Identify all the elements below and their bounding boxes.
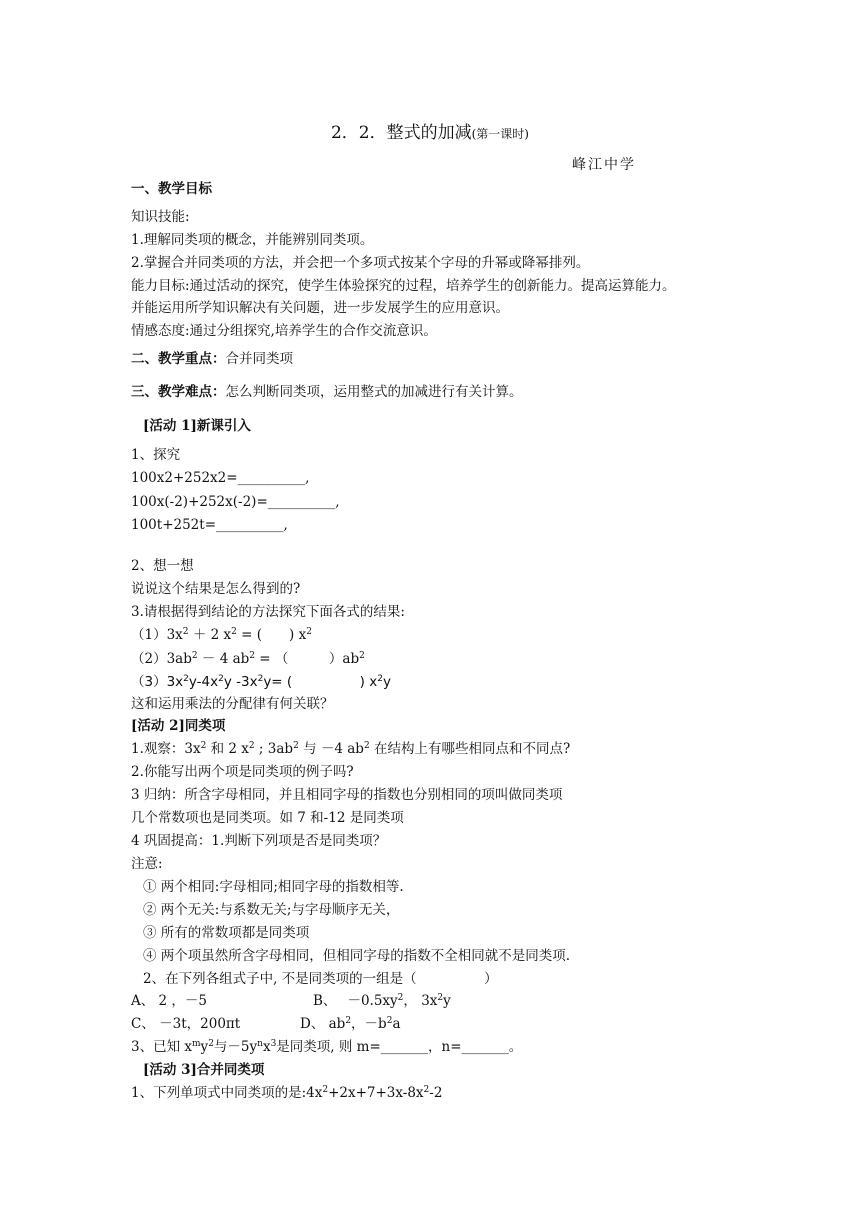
fill-in-question: 3、已知 $x^my^2$与$-5y^nx^3$是同类项, 则 m=_______，n=_______。 [131,1039,523,1055]
choice-option-a: A、 2 ，－5 [131,993,208,1009]
observe-question: 1.观察：$3x^2$ 和 2 $x^2$ ; $3ab^2$ 与 －4 $ab^2$ 在结构上有哪些相同点和不同点? [131,741,571,757]
note-item-2: ② 两个无关:与系数无关;与字母顺序无关， [143,902,400,918]
activity-2-heading: [活动 2]同类项 [131,718,226,734]
summary-definition: 3 归纳：所含字母相同，并且相同字母的指数也分别相同的项叫做同类项 [131,787,563,803]
combine-question: 1、下列单项式中同类项的是$:4x^2+2x+7+3x-8x^2-2$ [131,1085,443,1101]
summary-constant: 几个常数项也是同类项。如 7 和-12 是同类项 [131,810,404,826]
title-main: 2．2．整式的加减 [330,123,472,143]
emotion-goal: 情感态度:通过分组探究,培养学生的合作交流意识。 [131,323,437,339]
difficulties-text: 怎么判断同类项，运用整式的加减进行有关计算。 [225,384,523,400]
difficulties-heading: 三、教学难点： [131,384,226,400]
note-item-3: ③ 所有的常数项都是同类项 [143,925,310,941]
note-item-4: ④ 两个项虽然所含字母相同，但相同字母的指数不全相同就不是同类项. [143,948,571,964]
activity-1-heading: [活动 1]新课引入 [143,418,251,434]
school-name: 峰江中学 [572,157,636,173]
exercise-2: $(2)3ab^2 - 4$ $ab^2$ = （ ）$ab^2$ [131,651,365,667]
title-subtitle: (第一课时) [471,127,529,141]
knowledge-item-1: 1.理解同类项的概念，并能辨别同类项。 [131,232,374,248]
explore-line-3: 100t+252t=__________, [131,517,288,533]
think-label: 2、想一想 [131,558,194,574]
ability-goal-cont: 并能运用所学知识解决有关问题，进一步发展学生的应用意识。 [131,300,509,316]
key-points-heading: 二、教学重点： [131,351,226,367]
explore-instruction: 3.请根据得到结论的方法探究下面各式的结果: [131,604,405,620]
section-heading-goals: 一、教学目标 [131,181,212,197]
document-title [0,118,860,143]
key-points-text: 合并同类项 [225,351,293,367]
note-item-1: ① 两个相同:字母相同;相同字母的指数相等. [143,879,404,895]
choice-option-b: B、 $-0.5xy^2$， $3x^2y$ [313,993,451,1009]
choice-option-d: D、 $ab^2$，$-b^2a$ [300,1016,401,1032]
exercise-3: $(3)3x^2y-4x^2y$ $-3x^2y=$ ( ) $x^2y$ [131,674,391,690]
ability-goal: 能力目标:通过活动的探究，使学生体验探究的过程，培养学生的创新能力。提高运算能力。 [131,278,676,294]
exercise-1: $(1)3x^2 + 2$ $x^2$ = ( ) $x^2$ [131,627,312,643]
knowledge-item-2: 2.掌握合并同类项的方法，并会把一个多项式按某个字母的升幂或降幂排列。 [131,255,590,271]
example-question: 2.你能写出两个项是同类项的例子吗? [131,764,354,780]
think-question: 说说这个结果是怎么得到的? [131,581,301,597]
section-difficulties [131,383,523,401]
knowledge-label: 知识技能: [131,209,190,225]
choice-question: 2、在下列各组式子中, 不是同类项的一组是（ ） [143,971,498,987]
activity-3-heading: [活动 3]合并同类项 [143,1062,265,1078]
relation-question: 这和运用乘法的分配律有何关联？ [131,696,334,712]
section-key-points [131,350,293,368]
explore-line-2: 100x(-2)+252x(-2)=__________, [131,494,340,510]
explore-label: 1、探究 [131,447,181,463]
explore-line-1: 100x2+252x2=__________, [131,470,310,486]
note-label: 注意: [131,856,163,872]
consolidate-question: 4 巩固提高：1.判断下列项是否是同类项？ [131,833,387,849]
choice-option-c: C、 －3t，200πt [131,1016,241,1032]
